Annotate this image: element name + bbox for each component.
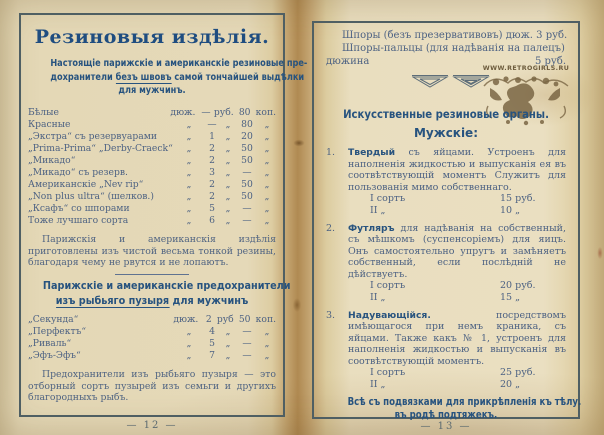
unit-cell: дюж.	[173, 314, 199, 326]
item-number: 1.	[326, 147, 336, 159]
item-lead: Твердый	[348, 147, 396, 159]
rub-cell: 2	[209, 179, 215, 191]
rub-cell: 7	[209, 350, 215, 362]
rub-mark: руб.	[213, 106, 234, 118]
product-name: „Non plus ultra“ (шелков.)	[28, 191, 154, 203]
intro-line1: Настоящіе парижскіе и американскіе резиновые пре-	[50, 58, 308, 69]
kop-mark: „	[264, 215, 270, 227]
spurs-paragraph	[326, 30, 566, 68]
item-text: съ яйцами. Устроенъ для наполненія жидкостью и выпусканія ея въ соотвѣтствующій моментъ Служитъ для пользованія мимо собственнаго.	[348, 147, 566, 193]
rub-cell: 5	[209, 338, 215, 350]
unit-cell: „	[186, 338, 192, 350]
unit-cell: „	[186, 350, 192, 362]
unit-cell: „	[186, 215, 192, 227]
item-lead: Футляръ	[348, 223, 395, 235]
product-name: Красные	[28, 118, 71, 130]
unit-cell: „	[186, 191, 192, 203]
product-name: „Prima-Prima“ „Derby-Craeck“	[28, 142, 173, 154]
spurs-line2: Шпоры-пальцы (для надѣванія на палецъ)	[342, 42, 565, 54]
intro-line2-pre: дохранители	[50, 71, 116, 83]
rub-cell: 2	[209, 191, 215, 203]
kop-cell: —	[242, 350, 252, 362]
rub-cell: 1	[209, 130, 215, 142]
table-row	[28, 326, 276, 338]
kop-cell: 80	[241, 118, 253, 130]
watermark-text: WWW.RETROGIRLS.RU	[482, 65, 570, 72]
kop-mark: „	[264, 326, 270, 338]
kop-cell: 50	[241, 154, 253, 166]
rub-mark: „	[225, 203, 231, 215]
sort-label: I сортъ	[370, 280, 406, 292]
intro-line3: для мужчинъ.	[118, 85, 186, 96]
kop-cell: —	[242, 203, 252, 215]
fishbladder-heading-line1: Парижскіе и американскіе предохранители	[42, 279, 291, 293]
rub-cell: 2	[209, 142, 215, 154]
list-item-3	[326, 310, 566, 390]
intro-underlined: безъ швовъ	[115, 71, 172, 83]
sort-label: I сортъ	[370, 193, 406, 205]
table-row	[28, 179, 276, 191]
rub-mark: „	[225, 326, 231, 338]
intro-paragraph	[50, 57, 308, 98]
table-row	[28, 203, 276, 215]
product-name: Американскіе „Nev rip“	[28, 179, 144, 191]
product-name: „Экстра“ съ резервуарами	[28, 130, 157, 142]
rub-mark: „	[225, 130, 231, 142]
item-lead: Надувающійся.	[348, 310, 431, 322]
kop-mark: „	[264, 338, 270, 350]
item-body	[348, 223, 566, 280]
page-title: Резиновыя издѣлія.	[34, 26, 270, 48]
table-row	[28, 119, 276, 131]
table-row	[28, 155, 276, 167]
table-row	[28, 191, 276, 203]
footer-line2: въ родѣ подтяжекъ.	[394, 409, 498, 422]
right-page	[312, 21, 582, 422]
unit-cell: „	[186, 118, 192, 130]
fishbladder-note: Предохранители изъ рыбьяго пузыря — это отборный сортъ пузырей изъ семьги и другихъ благородныхъ рыбъ.	[28, 369, 276, 403]
product-name: „Риваль“	[28, 338, 72, 350]
sort-price: 20 „	[500, 378, 521, 390]
unit-cell: „	[186, 166, 192, 178]
price-line	[348, 205, 566, 217]
table-row	[28, 314, 276, 326]
rub-cell: 3	[209, 166, 215, 178]
kop-mark: „	[264, 166, 270, 178]
unit-cell: „	[186, 203, 192, 215]
rub-cell: 2	[205, 314, 212, 326]
rub-cell: —	[207, 118, 217, 130]
rub-mark: „	[225, 154, 231, 166]
price-line	[348, 280, 566, 292]
spurs-line1: Шпоры (безъ презервативовъ) дюж. 3 руб.	[342, 30, 568, 41]
kop-mark: „	[264, 130, 270, 142]
rub-mark: „	[225, 179, 231, 191]
organs-heading: Искусственные резиновые органы.	[343, 107, 549, 122]
rub-mark: руб	[216, 314, 234, 326]
kop-cell: 50	[238, 314, 251, 326]
rub-cell: 4	[209, 326, 215, 338]
mens-subheading: Мужскіе:	[413, 126, 478, 141]
sort-price: 10 „	[500, 204, 521, 216]
rub-mark: „	[225, 350, 231, 362]
rub-cell: 6	[209, 215, 215, 227]
kop-cell: 50	[241, 191, 253, 203]
item-text: посредствомъ имѣющагося при немъ краника, съ яйцами. Также какъ № 1, устроенъ для наполненія жидкостью и выпусканія въ соотвѣтствующій моментъ.	[348, 310, 566, 367]
item-number: 3.	[326, 310, 336, 322]
table-row	[28, 350, 276, 362]
kop-mark: коп.	[255, 314, 276, 326]
left-page	[19, 13, 308, 417]
price-line	[348, 379, 566, 391]
table-row	[28, 338, 276, 350]
kop-mark: „	[264, 203, 270, 215]
product-name: Бѣлые	[28, 106, 59, 118]
kop-mark: „	[264, 142, 270, 154]
list-item-1	[326, 147, 566, 216]
unit-cell: „	[186, 179, 192, 191]
sort-label: II „	[370, 204, 386, 216]
product-name: „Секунда“	[28, 314, 79, 326]
kop-mark: „	[264, 191, 270, 203]
sort-price: 15 руб.	[500, 193, 536, 205]
list-item-2	[326, 223, 566, 303]
kop-cell: 20	[241, 130, 253, 142]
kop-mark: „	[264, 179, 270, 191]
kop-cell: —	[242, 338, 252, 350]
rub-cell: —	[201, 106, 211, 118]
spurs-line3-left: дюжина	[326, 55, 370, 67]
price-line	[348, 193, 566, 205]
page-number-right: — 13 —	[420, 421, 472, 432]
kop-mark: коп.	[255, 106, 276, 118]
item-number: 2.	[326, 223, 336, 235]
sort-label: II „	[370, 378, 386, 390]
intro-line2-post: самой тончайшей выдѣлки	[171, 71, 305, 83]
kop-cell: 50	[241, 179, 253, 191]
table-row	[28, 143, 276, 155]
rub-cell: 2	[209, 154, 215, 166]
suspenders-footer	[347, 396, 582, 422]
unit-cell: „	[186, 142, 192, 154]
price-table-rubber	[28, 107, 276, 228]
kop-cell: —	[242, 215, 252, 227]
price-line	[348, 292, 566, 304]
rub-mark: „	[225, 191, 231, 203]
product-name: „Микадо“ съ резерв.	[28, 166, 128, 178]
page-number-left: — 12 —	[126, 420, 178, 431]
product-name: „Ксафъ“ со шпорами	[28, 203, 130, 215]
product-name: „Микадо“	[28, 154, 76, 166]
rub-mark: „	[225, 338, 231, 350]
unit-cell: „	[186, 326, 192, 338]
kop-cell: 80	[238, 106, 251, 118]
item-text: для надѣванія на собственный, съ мѣшкомъ (суспенсоріемъ) для яицъ. Онъ самостоятельно упругъ и замѣняетъ собственный, если послѣдній не дѣйствуетъ.	[348, 223, 566, 280]
price-line	[348, 367, 566, 379]
kop-mark: „	[264, 350, 270, 362]
spurs-line3-right: 5 руб.	[534, 55, 566, 67]
table-row	[28, 107, 276, 119]
product-name: „Перфектъ“	[28, 326, 87, 338]
kop-cell: —	[242, 326, 252, 338]
rub-mark: „	[225, 166, 231, 178]
sort-price: 20 руб.	[500, 280, 536, 292]
sort-label: I сортъ	[370, 367, 406, 379]
unit-cell: дюж.	[170, 106, 196, 118]
section-divider	[115, 274, 189, 275]
rub-mark: „	[225, 118, 231, 130]
sort-price: 15 „	[500, 291, 521, 303]
sort-price: 25 руб.	[500, 367, 536, 379]
kop-mark: „	[264, 154, 270, 166]
product-name: „Эфъ-Эфъ“	[28, 350, 81, 362]
price-table-fishbladder	[28, 314, 276, 362]
fishbladder-heading	[42, 279, 291, 308]
kop-mark: „	[264, 118, 270, 130]
sort-label: II „	[370, 291, 386, 303]
kop-cell: —	[242, 166, 252, 178]
rubber-note: Парижскія и американскія издѣлія приготовлены изъ чистой весьма тонкой резины, благодаря чему не рвутся и не лопаютъ.	[28, 234, 276, 268]
fishbladder-heading-underlined: изъ рыбьяго пузыря	[55, 293, 170, 307]
rub-mark: „	[225, 142, 231, 154]
table-row	[28, 215, 276, 227]
product-name: Тоже лучшаго сорта	[28, 215, 129, 227]
table-row	[28, 167, 276, 179]
unit-cell: „	[186, 154, 192, 166]
unit-cell: „	[186, 130, 192, 142]
item-body	[348, 310, 566, 367]
rub-cell: 5	[209, 203, 215, 215]
fishbladder-heading-rest: для мужчинъ	[169, 293, 249, 307]
kop-cell: 50	[241, 142, 253, 154]
rub-mark: „	[225, 215, 231, 227]
table-row	[28, 131, 276, 143]
footer-line1: Всѣ съ подвязками для прикрѣпленія къ тѣлу.	[347, 396, 582, 409]
item-body	[348, 147, 566, 193]
